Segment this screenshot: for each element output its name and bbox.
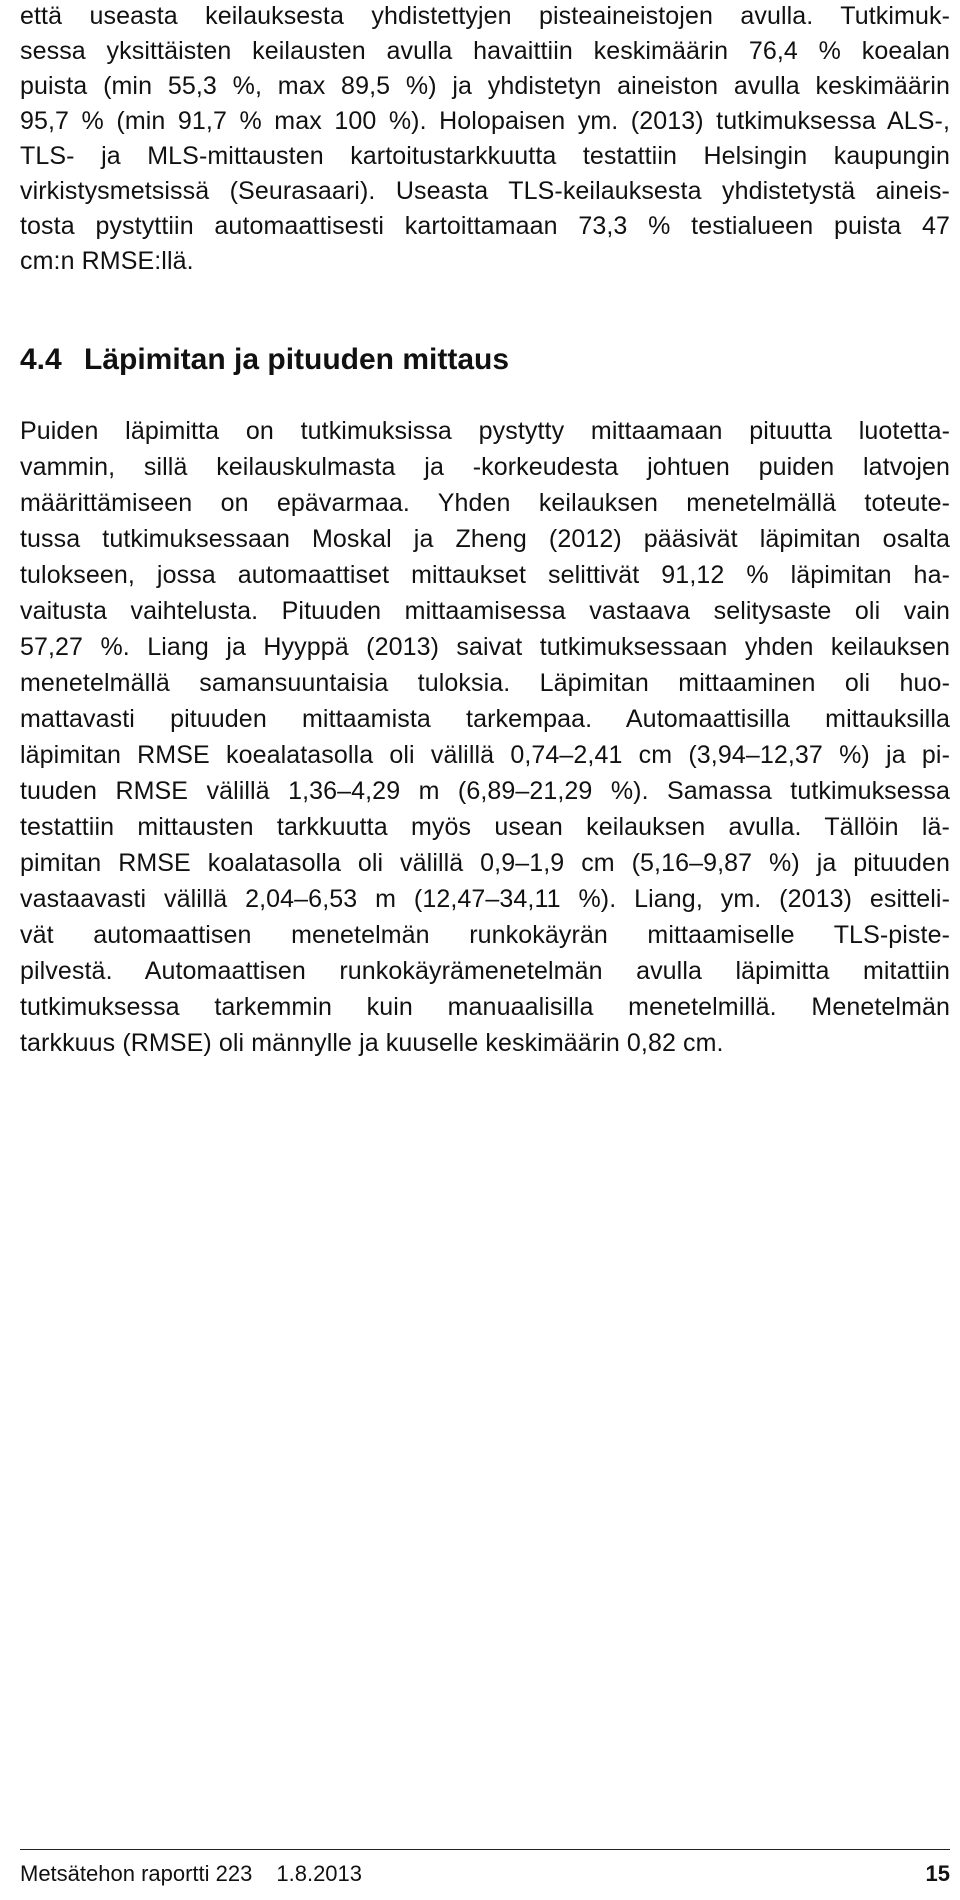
page-footer	[20, 1860, 950, 1888]
paragraph-2-line: tulokseen, jossa automaattiset mittaukset selittivät 91,12 % läpimitan ha-	[20, 561, 950, 589]
paragraph-2-line: läpimitan RMSE koealatasolla oli välillä 0,74–2,41 cm (3,94–12,37 %) ja pi-	[20, 741, 950, 769]
paragraph-1-line: sessa yksittäisten keilausten avulla havaittiin keskimäärin 76,4 % koealan	[20, 37, 950, 65]
section-title: Läpimitan ja pituuden mittaus	[84, 343, 510, 376]
footer-report-title: Metsätehon raportti 223	[20, 1861, 253, 1886]
paragraph-2-line: tutkimuksessa tarkemmin kuin manuaalisilla menetelmillä. Menetelmän	[20, 993, 950, 1021]
footer-divider	[20, 1849, 950, 1850]
paragraph-2-line: mattavasti pituuden mittaamista tarkempaa. Automaattisilla mittauksilla	[20, 705, 950, 733]
paragraph-2-line: 57,27 %. Liang ja Hyyppä (2013) saivat tutkimuksessaan yhden keilauksen	[20, 633, 950, 661]
section-heading	[20, 341, 509, 379]
paragraph-2-line: pilvestä. Automaattisen runkokäyrämenetelmän avulla läpimitta mitattiin	[20, 957, 950, 985]
paragraph-2-line: pimitan RMSE koalatasolla oli välillä 0,9–1,9 cm (5,16–9,87 %) ja pituuden	[20, 849, 950, 877]
paragraph-2-line: määrittämiseen on epävarmaa. Yhden keilauksen menetelmällä toteute-	[20, 489, 950, 517]
page-number: 15	[925, 1861, 950, 1886]
paragraph-2-line: Puiden läpimitta on tutkimuksissa pystytty mittaamaan pituutta luotetta-	[20, 417, 950, 445]
paragraph-1-line: puista (min 55,3 %, max 89,5 %) ja yhdistetyn aineiston avulla keskimäärin	[20, 72, 950, 100]
paragraph-2-line: tarkkuus (RMSE) oli männylle ja kuuselle keskimäärin 0,82 cm.	[20, 1029, 724, 1057]
paragraph-1-line: virkistysmetsissä (Seurasaari). Useasta TLS-keilauksesta yhdistetystä aineis-	[20, 177, 950, 205]
paragraph-1-line: että useasta keilauksesta yhdistettyjen pisteaineistojen avulla. Tutkimuk-	[20, 2, 950, 30]
section-number: 4.4	[20, 343, 62, 376]
paragraph-1-line: TLS- ja MLS-mittausten kartoitustarkkuutta testattiin Helsingin kaupungin	[20, 142, 950, 170]
paragraph-1-line: tosta pystyttiin automaattisesti kartoittamaan 73,3 % testialueen puista 47	[20, 212, 950, 240]
paragraph-2-line: menetelmällä samansuuntaisia tuloksia. Läpimitan mittaaminen oli huo-	[20, 669, 950, 697]
paragraph-2-line: tuuden RMSE välillä 1,36–4,29 m (6,89–21,29 %). Samassa tutkimuksessa	[20, 777, 950, 805]
paragraph-2-line: vastaavasti välillä 2,04–6,53 m (12,47–34,11 %). Liang, ym. (2013) esitteli-	[20, 885, 950, 913]
paragraph-1-line: cm:n RMSE:llä.	[20, 247, 194, 275]
paragraph-1-line: 95,7 % (min 91,7 % max 100 %). Holopaisen ym. (2013) tutkimuksessa ALS-,	[20, 107, 950, 135]
paragraph-2-line: vät automaattisen menetelmän runkokäyrän mittaamiselle TLS-piste-	[20, 921, 950, 949]
paragraph-2-line: tussa tutkimuksessaan Moskal ja Zheng (2012) pääsivät läpimitan osalta	[20, 525, 950, 553]
paragraph-2-line: testattiin mittausten tarkkuutta myös usean keilauksen avulla. Tällöin lä-	[20, 813, 950, 841]
footer-date: 1.8.2013	[276, 1861, 363, 1886]
paragraph-2-line: vaitusta vaihtelusta. Pituuden mittaamisessa vastaava selitysaste oli vain	[20, 597, 950, 625]
paragraph-2-line: vammin, sillä keilauskulmasta ja -korkeudesta johtuen puiden latvojen	[20, 453, 950, 481]
